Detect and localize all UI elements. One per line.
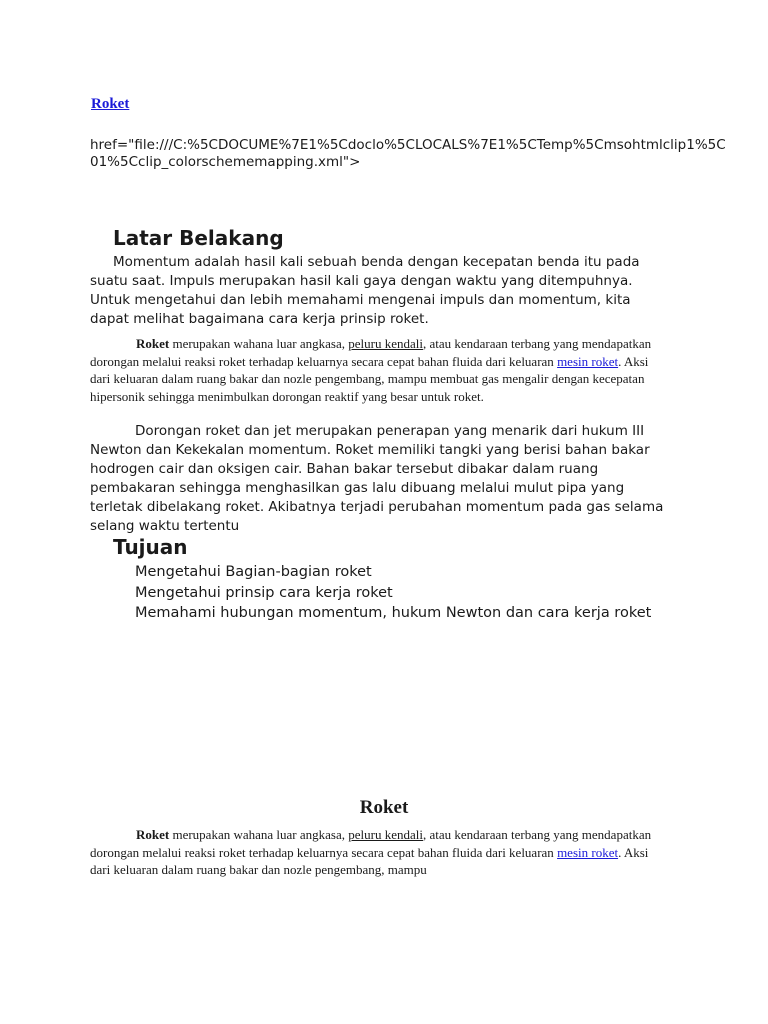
list-item: Memahami hubungan momentum, hukum Newton dan cara kerja roket	[135, 605, 652, 621]
roket2-text-3: . Aksi dari keluaran dalam ruang bakar dan nozle pengembang, mampu	[90, 844, 649, 878]
tujuan-list	[135, 562, 651, 624]
mesin-roket-link[interactable]: mesin roket	[557, 353, 619, 369]
roket2-text-2: , atau kendaraan terbang yang mendapatkan dorongan melalui reaksi roket terhadap keluarnya secara cepat bahan fluida dari keluaran	[90, 827, 652, 860]
roket-bold-term-2: Roket	[136, 827, 170, 842]
dorongan-paragraph: Dorongan roket dan jet merupakan penerapan yang menarik dari hukum III Newton dan Kekekalan momentum. Roket memiliki tangki yang berisi bahan bakar hodrogen cair dan oksigen cair. Bahan bakar tersebut dibakar dalam ruang pembakaran sehingga menghasilkan gas lalu dibuang melalui mulut pipa yang terletak dibelakang roket. Akibatnya terjadi perubahan momentum pada gas selama selang waktu tertentu	[90, 423, 664, 534]
peluru-kendali-link[interactable]: peluru kendali	[348, 336, 423, 351]
roket-definition-paragraph	[90, 335, 670, 405]
latar-belakang-heading: Latar Belakang	[113, 226, 284, 250]
roket-definition-paragraph-2	[90, 826, 670, 879]
momentum-paragraph: Momentum adalah hasil kali sebuah benda dengan kecepatan benda itu pada suatu saat. Impuls merupakan hasil kali gaya dengan waktu yang ditempuhnya. Untuk mengetahui dan lebih memahami mengenai impuls dan momentum, kita dapat melihat bagaimana cara kerja prinsip roket.	[90, 254, 640, 327]
roket-text-3: . Aksi dari keluaran dalam ruang bakar dan nozle pengembang, mampu membuat gas mengalir dengan kecepatan hipersonik sehingga menimbulkan dorongan reaktif yang besar untuk roket.	[90, 353, 649, 404]
roket-bold-term: Roket	[136, 336, 170, 351]
roket-link[interactable]: Roket	[91, 96, 130, 112]
roket-text-1: merupakan wahana luar angkasa,	[169, 336, 349, 351]
href-markup-text: href="file:///C:%5CDOCUME%7E1%5Cdoclo%5CLOCALS%7E1%5CTemp%5Cmsohtmlclip1%5C01%5Cclip_colorschememapping.xml">	[90, 137, 726, 170]
tujuan-heading: Tujuan	[113, 535, 188, 559]
list-item: Mengetahui Bagian-bagian roket	[135, 564, 372, 580]
peluru-kendali-link-2[interactable]: peluru kendali	[348, 827, 423, 842]
roket-section-title: Roket	[359, 797, 409, 818]
list-item: Mengetahui prinsip cara kerja roket	[135, 584, 393, 601]
mesin-roket-link-2[interactable]: mesin roket	[557, 844, 619, 860]
roket2-text-1: merupakan wahana luar angkasa,	[169, 827, 349, 842]
roket-text-2: , atau kendaraan terbang yang mendapatkan dorongan melalui reaksi roket terhadap keluarnya secara cepat bahan fluida dari keluaran	[90, 336, 652, 369]
